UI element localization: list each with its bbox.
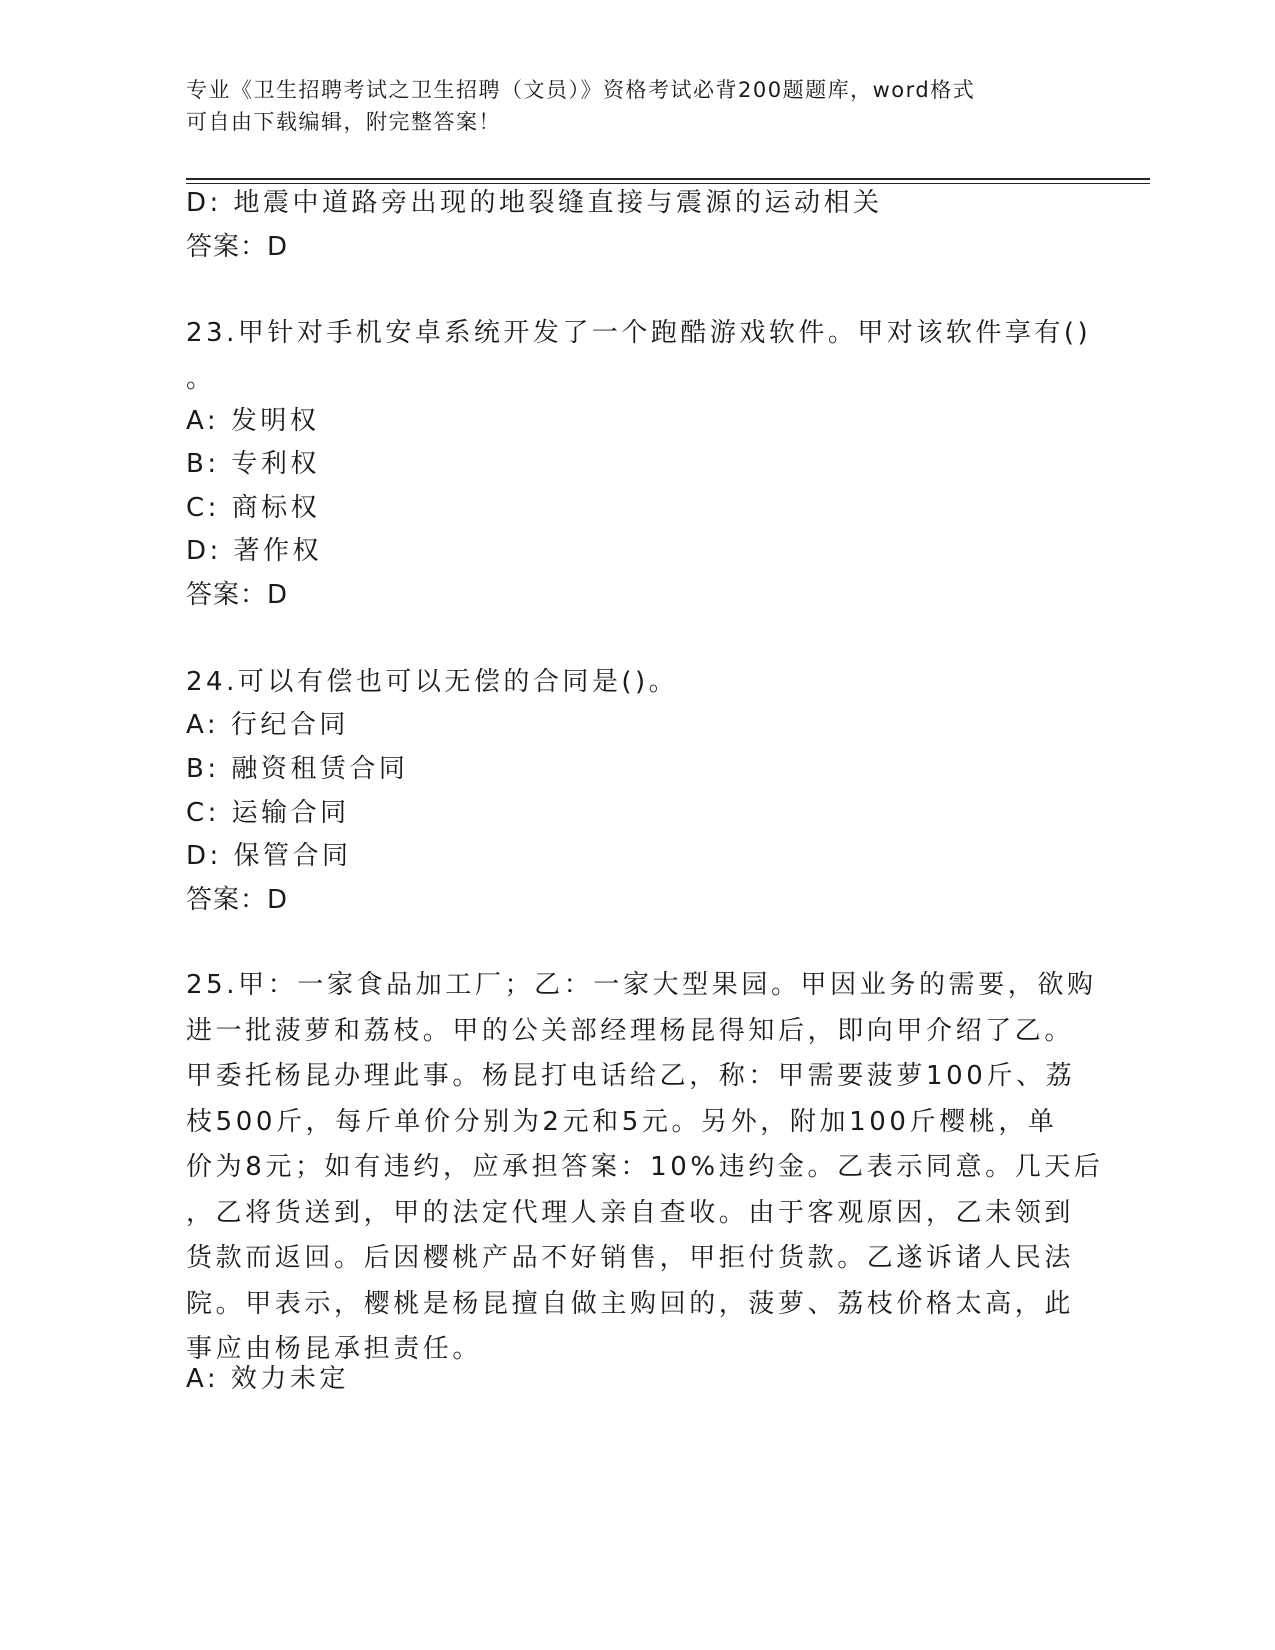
previous-question-option-d: D: 地震中道路旁出现的地裂缝直接与震源的运动相关 — [186, 188, 883, 218]
question-23-stem-line-1: 23.甲针对手机安卓系统开发了一个跑酷游戏软件。甲对该软件享有() — [186, 318, 1092, 348]
question-25-option-a: A: 效力未定 — [186, 1364, 349, 1394]
question-24-option-b: B: 融资租赁合同 — [186, 754, 409, 784]
question-23-option-c: C: 商标权 — [186, 493, 321, 523]
question-24-option-c: C: 运输合同 — [186, 798, 350, 828]
question-23-option-a: A: 发明权 — [186, 406, 320, 436]
question-23-option-b: B: 专利权 — [186, 449, 320, 479]
question-24-option-a: A: 行纪合同 — [186, 710, 349, 740]
question-25-stem-line: ，乙将货送到，甲的法定代理人亲自查收。由于客观原因，乙未领到 — [186, 1197, 1075, 1228]
previous-question-answer: 答案：D — [186, 232, 289, 262]
question-25-stem-line: 货款而返回。后因樱桃产品不好销售，甲拒付货款。乙遂诉诸人民法 — [186, 1243, 1075, 1273]
document-header — [186, 74, 1066, 138]
question-25-stem-line: 25.甲：一家食品加工厂；乙：一家大型果园。甲因业务的需要，欲购 — [186, 970, 1097, 1000]
question-25-stem — [186, 963, 1104, 1373]
question-24-option-d: D: 保管合同 — [186, 841, 352, 871]
question-25-stem-line: 价为8元；如有违约，应承担答案：10%违约金。乙表示同意。几天后 — [186, 1152, 1104, 1182]
question-23-stem-line-2: 。 — [186, 364, 216, 394]
header-line-1: 专业《卫生招聘考试之卫生招聘（文员）》资格考试必背200题题库，word格式 — [186, 78, 976, 102]
question-24-answer: 答案：D — [186, 885, 289, 915]
question-23-option-d: D: 著作权 — [186, 536, 323, 566]
question-25-stem-line: 进一批菠萝和荔枝。甲的公关部经理杨昆得知后，即向甲介绍了乙。 — [186, 1015, 1075, 1046]
question-23-answer: 答案：D — [186, 580, 289, 610]
header-line-2: 可自由下载编辑，附完整答案！ — [186, 110, 501, 134]
question-25-stem-line: 枝500斤，每斤单价分别为2元和5元。另外，附加100斤樱桃，单 — [186, 1106, 1058, 1137]
question-25-stem-line: 甲委托杨昆办理此事。杨昆打电话给乙，称：甲需要菠萝100斤、荔 — [186, 1061, 1076, 1091]
question-25-stem-line: 事应由杨昆承担责任。 — [186, 1334, 483, 1364]
question-24-stem: 24.可以有偿也可以无偿的合同是()。 — [186, 667, 679, 697]
question-25-stem-line: 院。甲表示，樱桃是杨昆擅自做主购回的，菠萝、荔枝价格太高，此 — [186, 1288, 1075, 1319]
